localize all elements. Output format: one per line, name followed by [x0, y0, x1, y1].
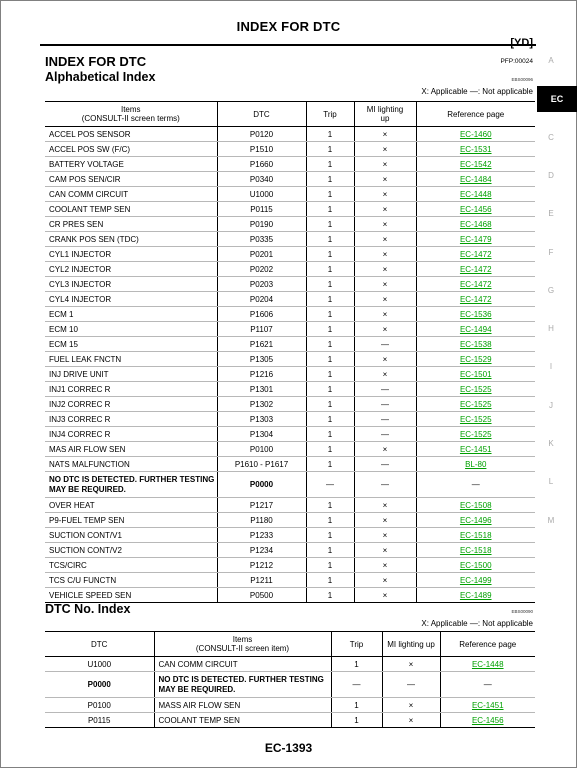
- dtc-cell: P1180: [217, 513, 306, 528]
- item-cell: ACCEL POS SW (F/C): [45, 142, 217, 157]
- col-items: Items (CONSULT-II screen terms): [45, 102, 217, 127]
- table-row: [45, 427, 535, 442]
- mil-cell: ×: [354, 202, 416, 217]
- trip-cell: 1: [306, 573, 354, 588]
- trip-cell: 1: [306, 588, 354, 603]
- mil-cell: ×: [354, 172, 416, 187]
- table-row: [45, 397, 535, 412]
- table-row: [45, 292, 535, 307]
- reference-link[interactable]: EC-1489: [459, 590, 492, 600]
- trip-cell: 1: [306, 427, 354, 442]
- trip-cell: —: [306, 472, 354, 498]
- table-row: [45, 307, 535, 322]
- page-number: EC-1393: [264, 741, 313, 755]
- item-cell: NATS MALFUNCTION: [45, 457, 217, 472]
- reference-page-cell: [416, 322, 535, 337]
- item-cell: COOLANT TEMP SEN: [45, 202, 217, 217]
- mil-cell: ×: [354, 322, 416, 337]
- dtc-cell: P1305: [217, 352, 306, 367]
- trip-cell: 1: [306, 412, 354, 427]
- reference-page-cell: [440, 698, 535, 713]
- trip-cell: 1: [306, 142, 354, 157]
- reference-link[interactable]: EC-1484: [459, 174, 492, 184]
- reference-page-cell: [416, 217, 535, 232]
- dtc-cell: P1212: [217, 558, 306, 573]
- mil-cell: ×: [354, 498, 416, 513]
- table-row: [45, 277, 535, 292]
- reference-link[interactable]: EC-1536: [459, 309, 492, 319]
- mil-cell: ×: [354, 588, 416, 603]
- alpha-legend: X: Applicable —: Not applicable: [421, 87, 533, 96]
- table-row: [45, 412, 535, 427]
- reference-page-cell: [416, 292, 535, 307]
- section-title: INDEX FOR DTC: [45, 54, 147, 69]
- table-row: [45, 322, 535, 337]
- dtc-number-index-table: [45, 631, 535, 728]
- reference-link[interactable]: EC-1496: [459, 515, 492, 525]
- mil-cell: —: [354, 427, 416, 442]
- mil-cell: —: [354, 472, 416, 498]
- reference-link[interactable]: EC-1542: [459, 159, 492, 169]
- trip-cell: 1: [331, 657, 382, 672]
- table-row: [45, 588, 535, 603]
- mil-cell: ×: [354, 217, 416, 232]
- item-cell: OVER HEAT: [45, 498, 217, 513]
- dtc-cell: P0335: [217, 232, 306, 247]
- trip-cell: 1: [306, 187, 354, 202]
- item-cell: ECM 15: [45, 337, 217, 352]
- alphabetical-index-table: [45, 101, 535, 603]
- reference-page-cell: [440, 672, 535, 698]
- dtc-cell: P0120: [217, 127, 306, 142]
- reference-link[interactable]: EC-1468: [459, 219, 492, 229]
- dtc-cell: P1606: [217, 307, 306, 322]
- table-row: [45, 513, 535, 528]
- reference-link[interactable]: EC-1448: [471, 659, 504, 669]
- alpha-index-ref: EBS00096: [511, 77, 533, 82]
- reference-page-cell: [416, 232, 535, 247]
- item-cell: TCS/CIRC: [45, 558, 217, 573]
- trip-cell: 1: [306, 397, 354, 412]
- reference-page-cell: [416, 513, 535, 528]
- dtc-index-ref: EBS00090: [511, 609, 533, 614]
- reference-page-cell: [416, 352, 535, 367]
- trip-cell: 1: [306, 292, 354, 307]
- item-cell: CAN COMM CIRCUIT: [45, 187, 217, 202]
- reference-link[interactable]: EC-1456: [459, 204, 492, 214]
- dtc-cell: P1304: [217, 427, 306, 442]
- trip-cell: 1: [306, 202, 354, 217]
- sidebar-tab-m[interactable]: M: [547, 515, 555, 525]
- table-row: [45, 543, 535, 558]
- reference-link[interactable]: EC-1472: [459, 264, 492, 274]
- reference-page-cell: [416, 127, 535, 142]
- trip-cell: 1: [306, 307, 354, 322]
- table-row: [45, 142, 535, 157]
- alpha-header-row: [45, 102, 535, 127]
- reference-link[interactable]: EC-1472: [459, 249, 492, 259]
- sidebar-tab-f[interactable]: F: [548, 247, 554, 257]
- table-row: [45, 457, 535, 472]
- item-cell: VEHICLE SPEED SEN: [45, 588, 217, 603]
- reference-page-cell: [440, 657, 535, 672]
- reference-link[interactable]: EC-1456: [471, 715, 504, 725]
- sidebar-tab-e[interactable]: E: [548, 209, 554, 219]
- dtc-cell: P0115: [217, 202, 306, 217]
- reference-link[interactable]: EC-1518: [459, 545, 492, 555]
- col-mil: MI lighting up: [382, 632, 440, 657]
- reference-page-cell: [416, 442, 535, 457]
- item-cell: INJ1 CORREC R: [45, 382, 217, 397]
- table-row: [45, 498, 535, 513]
- dtc-cell: P1217: [217, 498, 306, 513]
- sidebar-tab-a[interactable]: A: [548, 56, 554, 65]
- reference-link[interactable]: EC-1518: [459, 530, 492, 540]
- item-cell: CAN COMM CIRCUIT: [154, 657, 331, 672]
- sidebar-tab-g[interactable]: G: [547, 285, 555, 295]
- reference-page-cell: [416, 262, 535, 277]
- dtc-legend: X: Applicable —: Not applicable: [421, 619, 533, 628]
- reference-page-cell: [416, 558, 535, 573]
- table-row: [45, 657, 535, 672]
- reference-link[interactable]: EC-1494: [459, 324, 492, 334]
- mil-cell: ×: [354, 442, 416, 457]
- reference-page-cell: [416, 277, 535, 292]
- table-row: [45, 352, 535, 367]
- page-title: INDEX FOR DTC: [236, 19, 341, 34]
- dtc-cell: P0500: [217, 588, 306, 603]
- reference-link[interactable]: EC-1508: [459, 500, 492, 510]
- dtc-cell: U1000: [45, 657, 154, 672]
- reference-page-cell: [416, 457, 535, 472]
- item-cell: CRANK POS SEN (TDC): [45, 232, 217, 247]
- dtc-cell: P0115: [45, 713, 154, 728]
- alpha-index-title: Alphabetical Index: [45, 70, 156, 84]
- reference-page-cell: [416, 573, 535, 588]
- reference-link[interactable]: BL-80: [465, 459, 487, 469]
- mil-cell: —: [354, 397, 416, 412]
- reference-link[interactable]: EC-1500: [459, 560, 492, 570]
- trip-cell: 1: [306, 232, 354, 247]
- dtc-index-title: DTC No. Index: [45, 602, 131, 616]
- mil-cell: ×: [354, 573, 416, 588]
- mil-cell: ×: [354, 142, 416, 157]
- trip-cell: 1: [331, 713, 382, 728]
- item-cell: FUEL LEAK FNCTN: [45, 352, 217, 367]
- table-row: [45, 337, 535, 352]
- mil-cell: —: [354, 457, 416, 472]
- dtc-cell: P1621: [217, 337, 306, 352]
- trip-cell: 1: [306, 127, 354, 142]
- reference-page-cell: [416, 367, 535, 382]
- item-cell: NO DTC IS DETECTED. FURTHER TESTING MAY BE REQUIRED.: [154, 672, 331, 698]
- mil-cell: ×: [354, 367, 416, 382]
- item-cell: SUCTION CONT/V2: [45, 543, 217, 558]
- mil-cell: ×: [354, 262, 416, 277]
- reference-link[interactable]: EC-1538: [459, 339, 492, 349]
- reference-link[interactable]: EC-1451: [471, 700, 504, 710]
- table-row: [45, 672, 535, 698]
- mil-cell: ×: [382, 657, 440, 672]
- reference-page-cell: [416, 202, 535, 217]
- mil-cell: —: [354, 382, 416, 397]
- col-ref: Reference page: [416, 102, 535, 127]
- reference-page-cell: [416, 307, 535, 322]
- reference-page-cell: [416, 412, 535, 427]
- reference-page-cell: [416, 382, 535, 397]
- item-cell: CYL1 INJECTOR: [45, 247, 217, 262]
- reference-link[interactable]: EC-1472: [459, 279, 492, 289]
- reference-link[interactable]: EC-1525: [459, 399, 492, 409]
- dtc-cell: P1211: [217, 573, 306, 588]
- trip-cell: 1: [306, 457, 354, 472]
- trip-cell: 1: [306, 367, 354, 382]
- reference-page-cell: [416, 427, 535, 442]
- table-row: [45, 262, 535, 277]
- reference-link[interactable]: EC-1501: [459, 369, 492, 379]
- trip-cell: 1: [306, 352, 354, 367]
- item-cell: NO DTC IS DETECTED. FURTHER TESTING MAY BE REQUIRED.: [45, 472, 217, 498]
- col-trip: Trip: [306, 102, 354, 127]
- section-code: PFP:00024: [500, 58, 533, 65]
- table-row: [45, 367, 535, 382]
- item-cell: ACCEL POS SENSOR: [45, 127, 217, 142]
- mil-cell: ×: [354, 558, 416, 573]
- reference-link[interactable]: EC-1525: [459, 414, 492, 424]
- trip-cell: 1: [306, 277, 354, 292]
- item-cell: INJ3 CORREC R: [45, 412, 217, 427]
- item-cell: INJ4 CORREC R: [45, 427, 217, 442]
- reference-link[interactable]: EC-1499: [459, 575, 492, 585]
- table-row: [45, 713, 535, 728]
- mil-cell: ×: [354, 292, 416, 307]
- reference-link[interactable]: EC-1529: [459, 354, 492, 364]
- reference-page-cell: [416, 337, 535, 352]
- trip-cell: 1: [306, 558, 354, 573]
- sidebar-tab-c[interactable]: C: [548, 132, 554, 142]
- dtc-header-row: [45, 632, 535, 657]
- mil-cell: ×: [354, 232, 416, 247]
- trip-cell: —: [331, 672, 382, 698]
- sidebar-tab-k[interactable]: K: [548, 439, 554, 448]
- dtc-cell: P1233: [217, 528, 306, 543]
- trip-cell: 1: [306, 247, 354, 262]
- dtc-cell: P1216: [217, 367, 306, 382]
- reference-link[interactable]: EC-1460: [459, 129, 492, 139]
- dtc-cell: P1107: [217, 322, 306, 337]
- header-rule: [40, 44, 536, 46]
- table-row: [45, 127, 535, 142]
- reference-page-cell: [416, 543, 535, 558]
- mil-cell: —: [354, 337, 416, 352]
- table-row: [45, 698, 535, 713]
- table-row: [45, 442, 535, 457]
- dtc-cell: P1303: [217, 412, 306, 427]
- mil-cell: ×: [354, 543, 416, 558]
- item-cell: INJ DRIVE UNIT: [45, 367, 217, 382]
- item-cell: SUCTION CONT/V1: [45, 528, 217, 543]
- mil-cell: ×: [354, 513, 416, 528]
- reference-link[interactable]: EC-1479: [459, 234, 492, 244]
- dtc-cell: P0190: [217, 217, 306, 232]
- col-dtc: DTC: [217, 102, 306, 127]
- reference-page-cell: [416, 397, 535, 412]
- reference-page-cell: [416, 498, 535, 513]
- trip-cell: 1: [306, 217, 354, 232]
- dtc-cell: P1302: [217, 397, 306, 412]
- trip-cell: 1: [306, 382, 354, 397]
- mil-cell: ×: [354, 528, 416, 543]
- table-row: [45, 573, 535, 588]
- item-cell: CYL4 INJECTOR: [45, 292, 217, 307]
- table-row: [45, 157, 535, 172]
- item-cell: INJ2 CORREC R: [45, 397, 217, 412]
- reference-link[interactable]: EC-1451: [459, 444, 492, 454]
- dtc-cell: P0202: [217, 262, 306, 277]
- trip-cell: 1: [306, 442, 354, 457]
- reference-value: —: [471, 480, 480, 489]
- mil-cell: ×: [354, 277, 416, 292]
- mil-cell: ×: [382, 698, 440, 713]
- mil-cell: —: [382, 672, 440, 698]
- table-row: [45, 202, 535, 217]
- trip-cell: 1: [306, 262, 354, 277]
- item-cell: CAM POS SEN/CIR: [45, 172, 217, 187]
- trip-cell: 1: [306, 528, 354, 543]
- item-cell: ECM 1: [45, 307, 217, 322]
- mil-cell: ×: [382, 713, 440, 728]
- item-cell: COOLANT TEMP SEN: [154, 713, 331, 728]
- item-cell: CR PRES SEN: [45, 217, 217, 232]
- col-items: Items (CONSULT-II screen item): [154, 632, 331, 657]
- table-row: [45, 558, 535, 573]
- dtc-cell: P0100: [217, 442, 306, 457]
- table-row: [45, 247, 535, 262]
- model-tag: [YD]: [510, 37, 533, 49]
- dtc-cell: P1660: [217, 157, 306, 172]
- mil-cell: ×: [354, 127, 416, 142]
- reference-link[interactable]: EC-1448: [459, 189, 492, 199]
- item-cell: ECM 10: [45, 322, 217, 337]
- trip-cell: 1: [306, 498, 354, 513]
- table-row: [45, 472, 535, 498]
- reference-link[interactable]: EC-1525: [459, 384, 492, 394]
- trip-cell: 1: [331, 698, 382, 713]
- dtc-cell: P1610 - P1617: [217, 457, 306, 472]
- sidebar-tab-h[interactable]: H: [548, 324, 554, 334]
- table-row: [45, 217, 535, 232]
- sidebar-tab-j[interactable]: J: [549, 400, 553, 410]
- reference-page-cell: [416, 588, 535, 603]
- trip-cell: 1: [306, 172, 354, 187]
- reference-page-cell: [416, 157, 535, 172]
- reference-link[interactable]: EC-1525: [459, 429, 492, 439]
- dtc-cell: P0203: [217, 277, 306, 292]
- trip-cell: 1: [306, 322, 354, 337]
- col-mil: MI lighting up: [354, 102, 416, 127]
- table-row: [45, 528, 535, 543]
- sidebar-tab-ec[interactable]: EC: [537, 86, 577, 112]
- item-cell: BATTERY VOLTAGE: [45, 157, 217, 172]
- mil-cell: ×: [354, 352, 416, 367]
- sidebar-tab-l[interactable]: L: [548, 477, 554, 487]
- item-cell: CYL2 INJECTOR: [45, 262, 217, 277]
- item-cell: TCS C/U FUNCTN: [45, 573, 217, 588]
- reference-link[interactable]: EC-1472: [459, 294, 492, 304]
- dtc-cell: P1301: [217, 382, 306, 397]
- dtc-cell: P0340: [217, 172, 306, 187]
- dtc-cell: P0000: [217, 472, 306, 498]
- mil-cell: ×: [354, 187, 416, 202]
- col-dtc: DTC: [45, 632, 154, 657]
- reference-page-cell: [416, 187, 535, 202]
- col-trip: Trip: [331, 632, 382, 657]
- trip-cell: 1: [306, 337, 354, 352]
- trip-cell: 1: [306, 543, 354, 558]
- col-ref: Reference page: [440, 632, 535, 657]
- reference-page-cell: [416, 172, 535, 187]
- dtc-cell: P0000: [45, 672, 154, 698]
- mil-cell: ×: [354, 247, 416, 262]
- sidebar-tab-i[interactable]: I: [549, 362, 553, 372]
- reference-page-cell: [416, 142, 535, 157]
- dtc-cell: P1234: [217, 543, 306, 558]
- trip-cell: 1: [306, 513, 354, 528]
- dtc-cell: P0201: [217, 247, 306, 262]
- table-row: [45, 232, 535, 247]
- dtc-cell: P1510: [217, 142, 306, 157]
- mil-cell: —: [354, 412, 416, 427]
- dtc-cell: U1000: [217, 187, 306, 202]
- table-row: [45, 187, 535, 202]
- item-cell: CYL3 INJECTOR: [45, 277, 217, 292]
- mil-cell: ×: [354, 307, 416, 322]
- dtc-cell: P0204: [217, 292, 306, 307]
- reference-page-cell: [416, 472, 535, 498]
- reference-page-cell: [416, 528, 535, 543]
- reference-page-cell: [416, 247, 535, 262]
- trip-cell: 1: [306, 157, 354, 172]
- reference-page-cell: [440, 713, 535, 728]
- reference-value: —: [483, 680, 492, 689]
- sidebar-tab-d[interactable]: D: [548, 170, 554, 180]
- dtc-cell: P0100: [45, 698, 154, 713]
- mil-cell: ×: [354, 157, 416, 172]
- reference-link[interactable]: EC-1531: [459, 144, 492, 154]
- table-row: [45, 172, 535, 187]
- item-cell: MASS AIR FLOW SEN: [154, 698, 331, 713]
- table-row: [45, 382, 535, 397]
- item-cell: MAS AIR FLOW SEN: [45, 442, 217, 457]
- item-cell: P9-FUEL TEMP SEN: [45, 513, 217, 528]
